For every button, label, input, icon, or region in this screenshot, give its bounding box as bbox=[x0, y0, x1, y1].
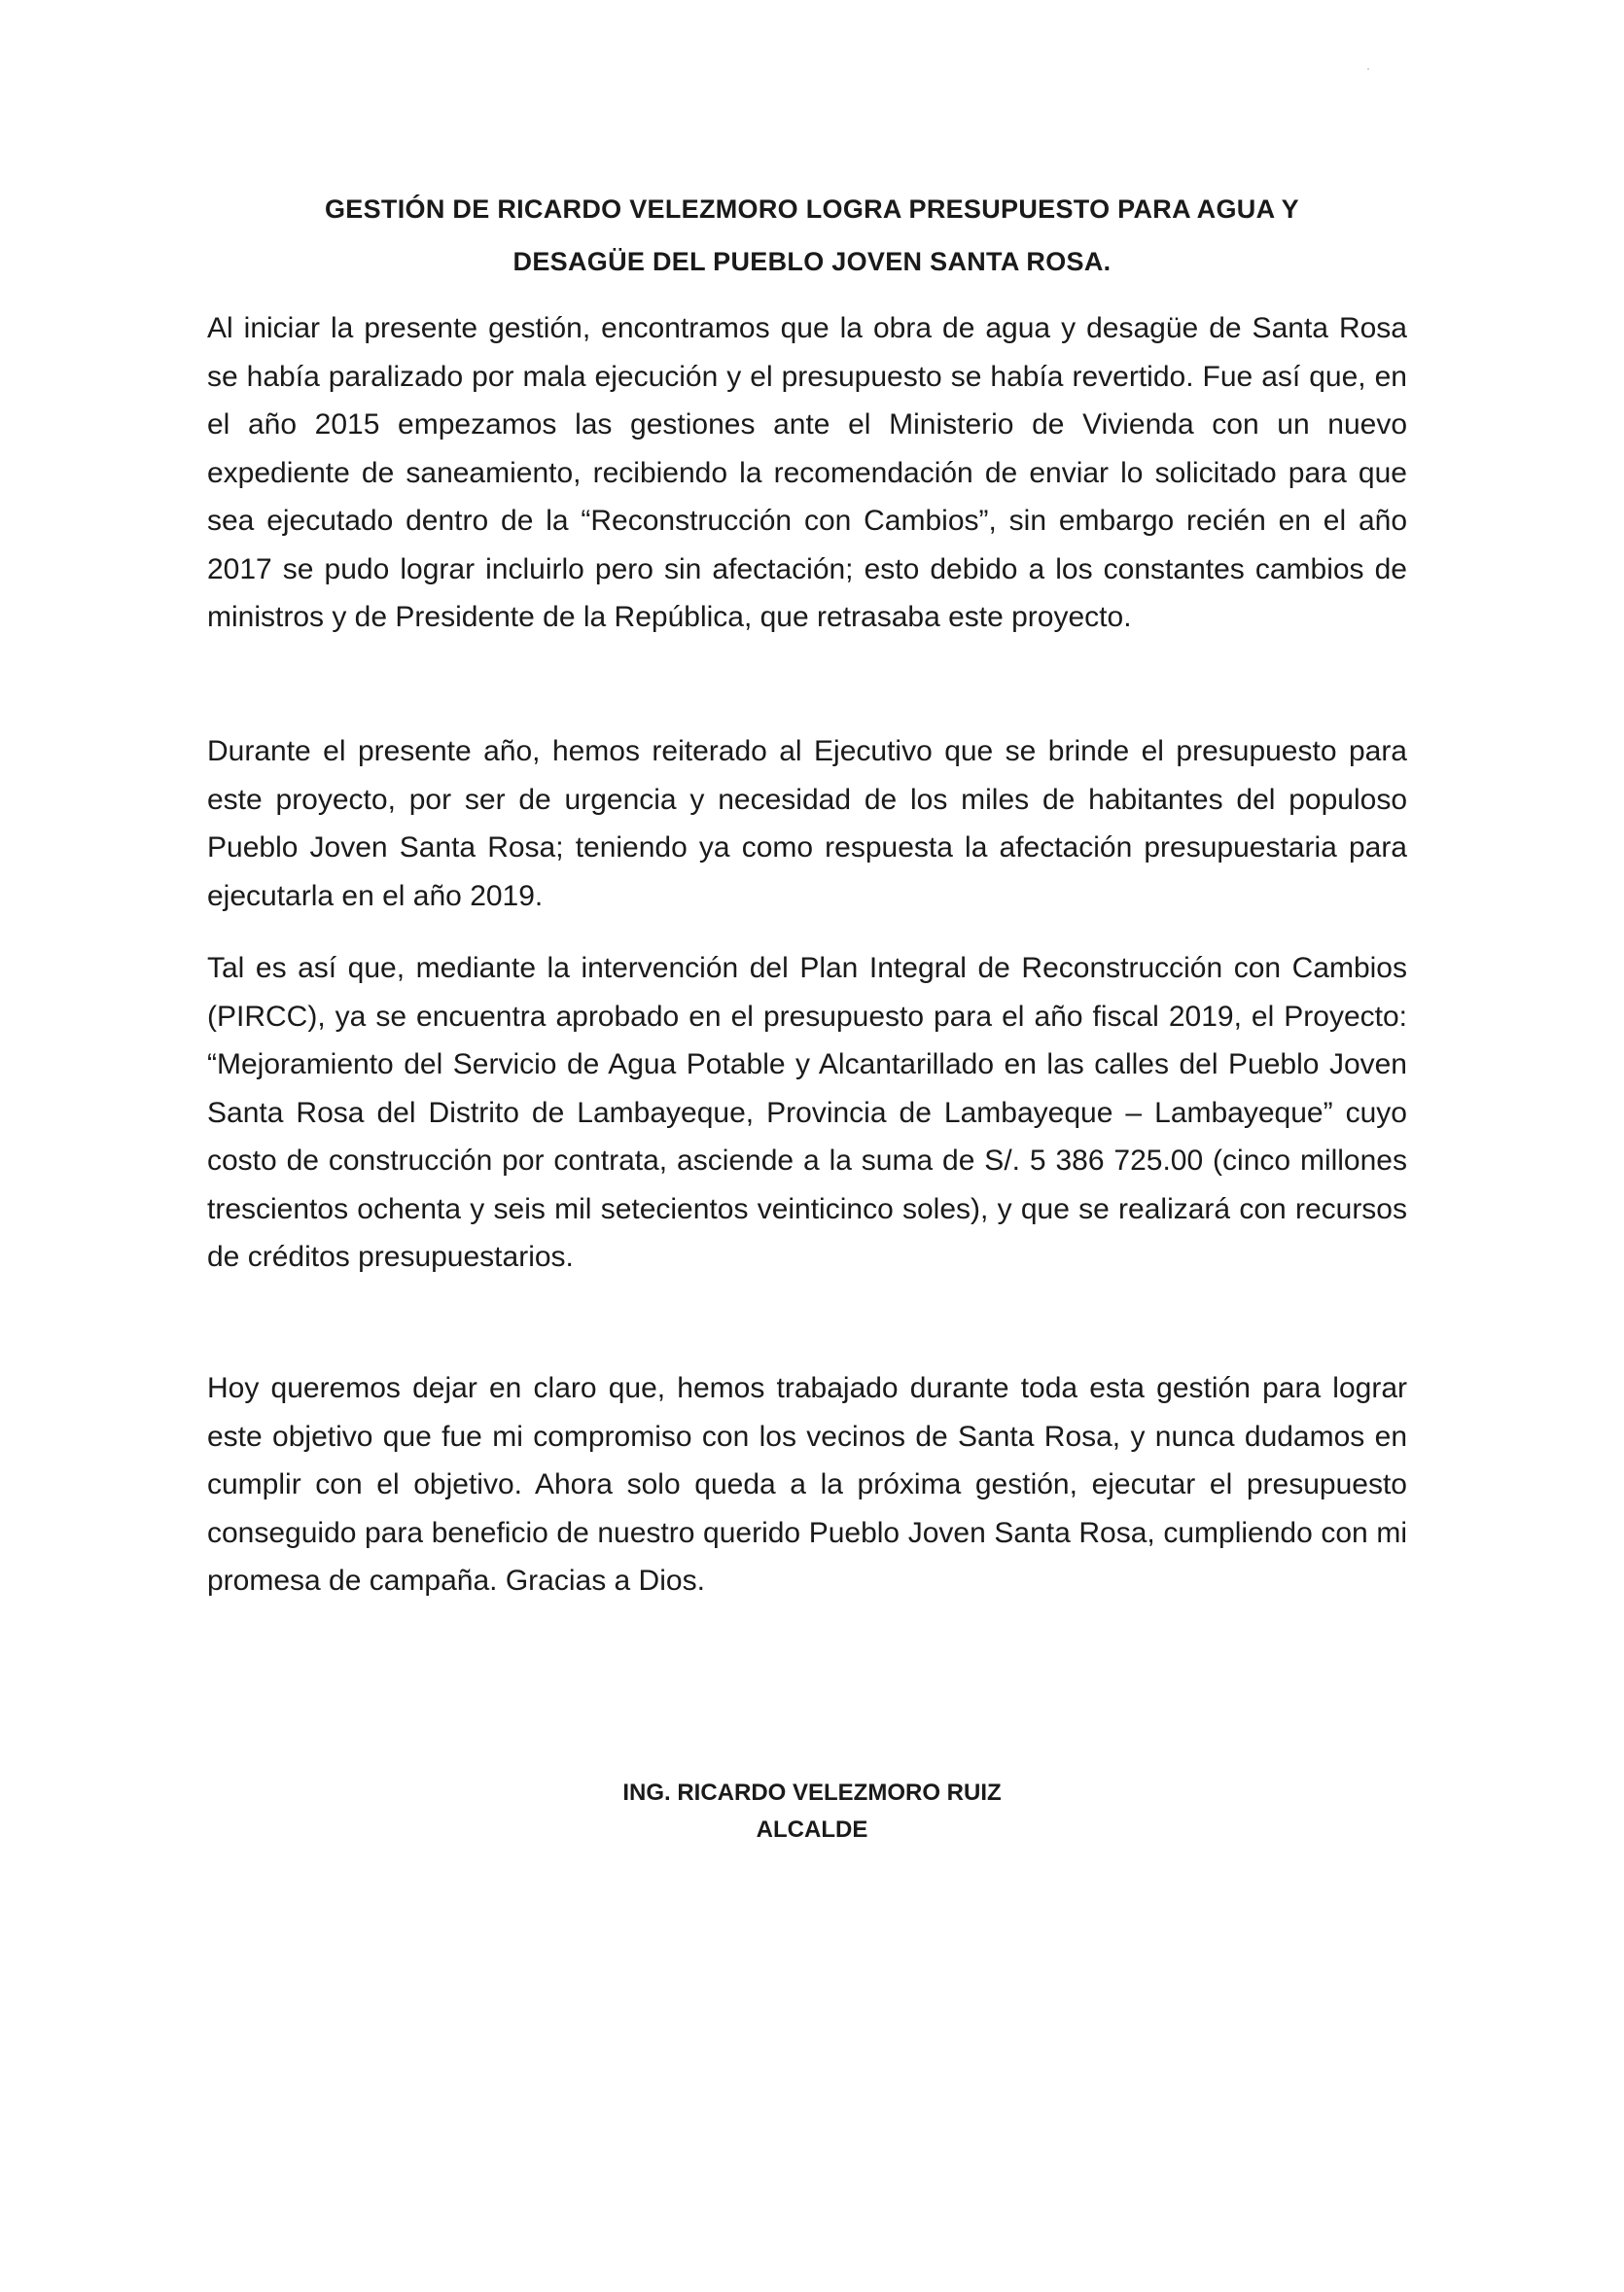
title-line-1: GESTIÓN DE RICARDO VELEZMORO LOGRA PRESUPUESTO PARA AGUA Y bbox=[325, 194, 1299, 224]
paragraph-4: Hoy queremos dejar en claro que, hemos trabajado durante toda esta gestión para lograr este objetivo que fue mi compromiso con los vecinos de Santa Rosa, y nunca dudamos en cumplir con el objetivo. Ahora solo queda a la próxima gestión, ejecutar el presupuesto conseguido para beneficio de nuestro querido Pueblo Joven Santa Rosa, cumpliendo con mi promesa de campaña. Gracias a Dios. bbox=[207, 1372, 1407, 1597]
document-title bbox=[185, 183, 1439, 288]
signature-role: ALCALDE bbox=[756, 1816, 868, 1843]
scan-speck bbox=[1367, 68, 1369, 70]
paragraph-3: Tal es así que, mediante la intervención del Plan Integral de Reconstrucción con Cambios (PIRCC), ya se encuentra aprobado en el presupuesto para el año fiscal 2019, el Proyecto: “Mejoramiento del Servicio de Agua Potable y Alcantarillado en las calles del Pueblo Joven Santa Rosa del Distrito de Lambayeque, Provincia de Lambayeque – Lambayeque” cuyo costo de construcción por contrata, asciende a la suma de S/. 5 386 725.00 (cinco millones trescientos ochenta y seis mil setecientos veinticinco soles), y que se realizará con recursos de créditos presupuestarios. bbox=[207, 952, 1407, 1273]
paragraph-1: Al iniciar la presente gestión, encontramos que la obra de agua y desagüe de Santa Rosa se había paralizado por mala ejecución y el presupuesto se había revertido. Fue así que, en el año 2015 empezamos las gestiones ante el Ministerio de Vivienda con un nuevo expediente de saneamiento, recibiendo la recomendación de enviar lo solicitado para que sea ejecutado dentro de la “Reconstrucción con Cambios”, sin embargo recién en el año 2017 se pudo lograr incluirlo pero sin afectación; esto debido a los constantes cambios de ministros y de Presidente de la República, que retrasaba este proyecto. bbox=[207, 312, 1407, 633]
signature-name: ING. RICARDO VELEZMORO RUIZ bbox=[622, 1780, 1002, 1806]
title-line-2: DESAGÜE DEL PUEBLO JOVEN SANTA ROSA. bbox=[512, 247, 1112, 276]
signature-block bbox=[545, 1775, 1079, 1849]
paragraph-2: Durante el presente año, hemos reiterado al Ejecutivo que se brinde el presupuesto para este proyecto, por ser de urgencia y necesidad de los miles de habitantes del populoso Pueblo Joven Santa Rosa; teniendo ya como respuesta la afectación presupuestaria para ejecutarla en el año 2019. bbox=[207, 735, 1407, 912]
